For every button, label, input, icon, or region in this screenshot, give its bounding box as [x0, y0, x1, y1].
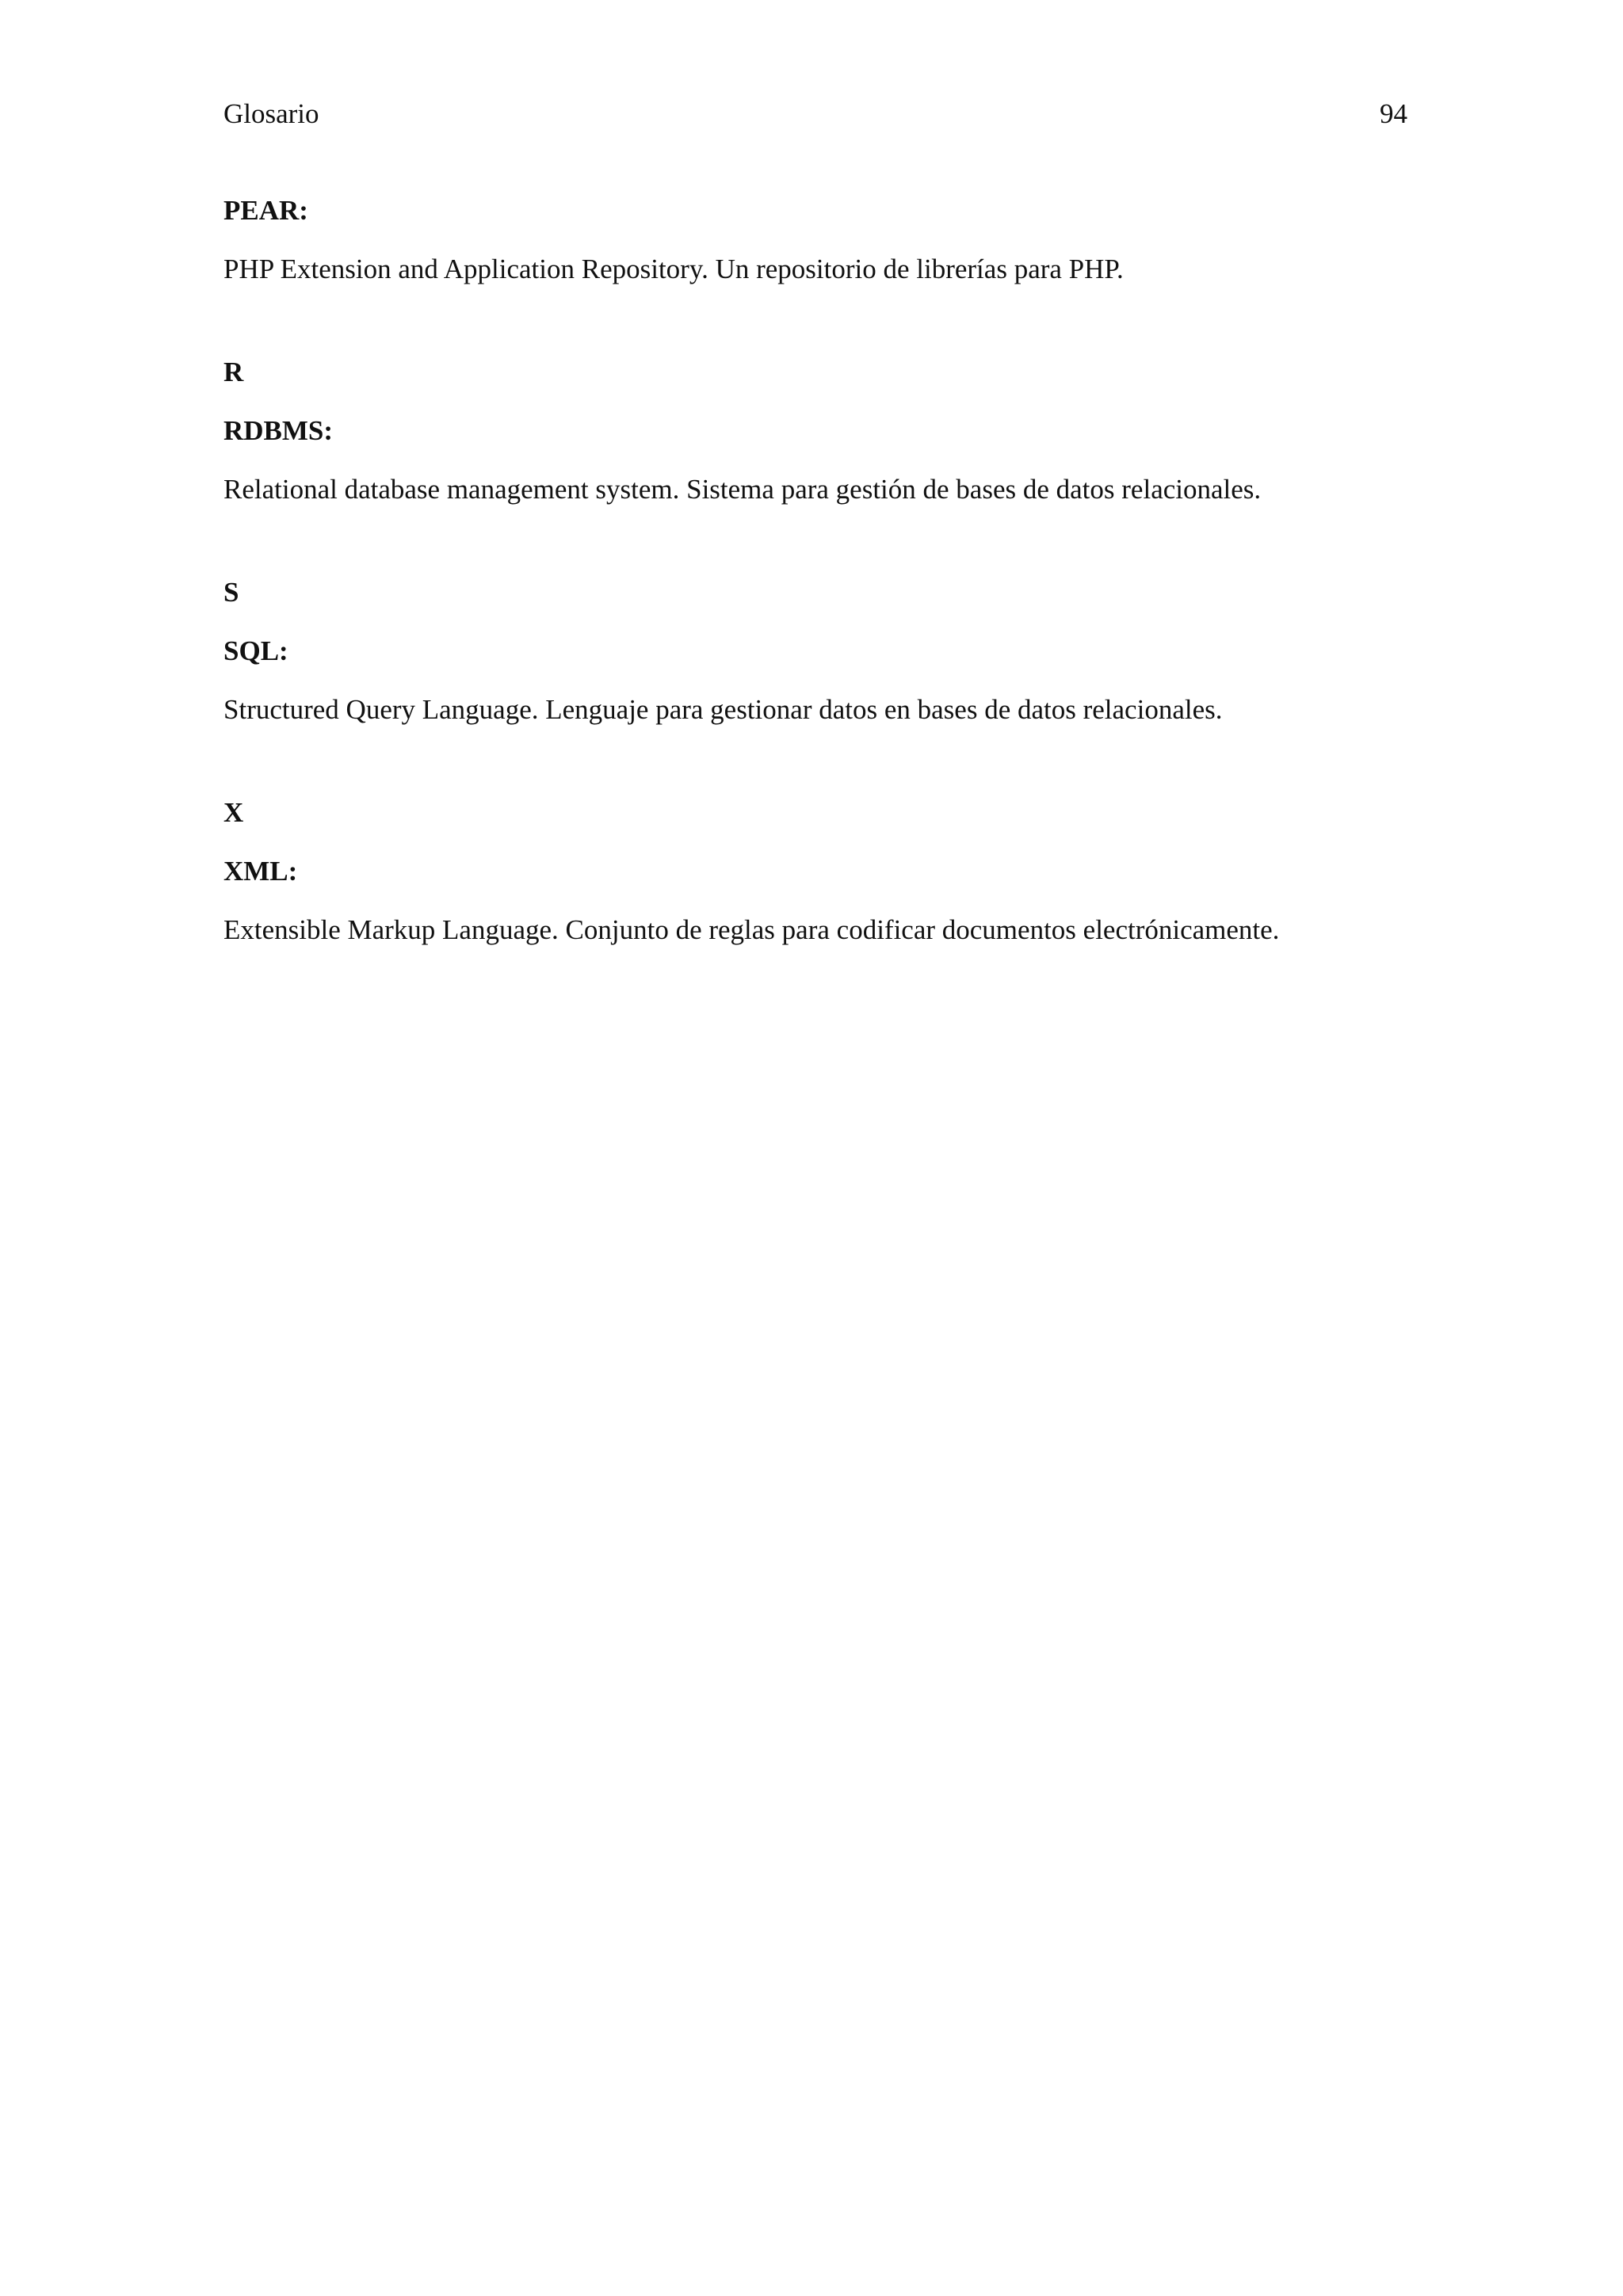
- glossary-definition: PHP Extension and Application Repository. Un repositorio de librerías para PHP.: [223, 254, 1124, 284]
- glossary-term: XML:: [223, 856, 298, 887]
- section-letter: X: [223, 797, 244, 828]
- glossary-term: PEAR:: [223, 195, 308, 226]
- section-letter: S: [223, 577, 239, 608]
- glossary-content: [223, 189, 1407, 952]
- page-number: 94: [1380, 98, 1407, 129]
- glossary-section-p: [223, 189, 1407, 292]
- glossary-term: RDBMS:: [223, 415, 334, 446]
- glossary-definition: Structured Query Language. Lenguaje para gestionar datos en bases de datos relacionales.: [223, 694, 1223, 725]
- glossary-section-r: [223, 350, 1407, 512]
- glossary-section-s: [223, 570, 1407, 732]
- glossary-section-x: [223, 791, 1407, 952]
- running-header: [223, 92, 1407, 136]
- section-letter: R: [223, 357, 244, 387]
- glossary-definition: Extensible Markup Language. Conjunto de reglas para codificar documentos electrónicamente.: [223, 914, 1280, 945]
- glossary-term: SQL:: [223, 635, 288, 666]
- header-title: Glosario: [223, 98, 319, 129]
- glossary-definition: Relational database management system. Sistema para gestión de bases de datos relacionales.: [223, 474, 1262, 505]
